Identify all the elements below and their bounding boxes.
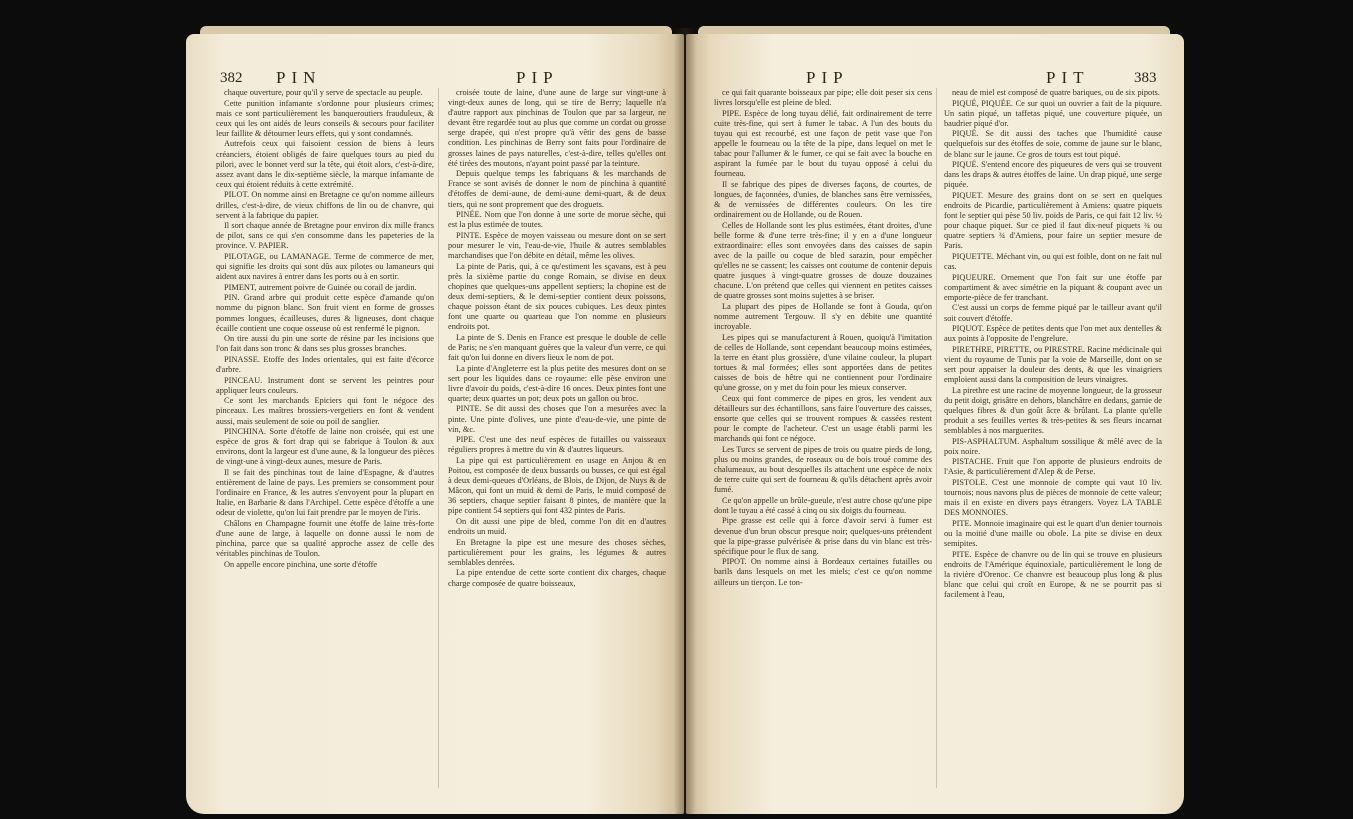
paragraph: Pipe grasse est celle qui à force d'avoir servi à fumer est devenue d'un brun obscur presque noir; quelques-uns prétendent que la pipe-grasse pulvérisée & prise dans du vin blanc est très-spécifique pour le flux de sang.	[714, 516, 932, 556]
paragraph: La pinte de S. Denis en France est presque le double de celle de Paris; ne s'en manquant guères que la valeur d'un verre, ce qui fait qu'on lui donne en divers lieux le nom de pot.	[448, 332, 666, 362]
page-number-right: 383	[1134, 70, 1157, 86]
paragraph: PIQUÉ. S'entend encore des piqueures de vers qui se trouvent dans les draps & autres étoffes de laine. Un drap piqué, une serge piquée.	[944, 160, 1162, 190]
paragraph: La pipe qui est particulièrement en usage en Anjou & en Poitou, est composée de deux bussards ou busses, ce qui est égal à deux demi-queues d'Orléans, de Blois, de Dijon, de Nuys & de Mâcon, qui font un muid & demi de Paris, le muid composé de 36 septiers, chaque septier faisant 8 pintes, de manière que la pipe contient 54 septiers qui font 432 pintes de Paris.	[448, 455, 666, 516]
paragraph: PISTACHE. Fruit que l'on apporte de plusieurs endroits de l'Asie, & particulièrement d'Alep & de Perse.	[944, 457, 1162, 477]
paragraph: PIS-ASPHALTUM. Asphaltum sossilique & mêlé avec de la poix noire.	[944, 436, 1162, 456]
book-gutter	[674, 28, 696, 814]
paragraph: PIPE. C'est une des neuf espèces de futailles ou vaisseaux réguliers propres à mettre du vin & d'autres liqueurs.	[448, 435, 666, 455]
paragraph: Ceux qui font commerce de pipes en gros, les vendent aux détailleurs sur des échantillons, sans faire l'ouverture des caisses, ensorte que celles qui se trouvent rompues & cassées restent pour le compte de l'acheteur. C'est un usage établi parmi les marchands qui font ce négoce.	[714, 393, 932, 444]
right-page	[686, 34, 1184, 814]
paragraph: Il se fabrique des pipes de diverses façons, de courtes, de longues, de façonnées, d'unies, de blanches sans être vernissées, & de vernissées de différentes couleurs. On les tire ordinairement ou de Hollande, ou de Rouen.	[714, 179, 932, 220]
paragraph: PIMENT, autrement poivre de Guinée ou corail de jardin.	[224, 282, 417, 292]
paragraph: Celles de Hollande sont les plus estimées, étant droites, d'une belle forme & d'une terre très-fine; il y en a d'une longueur extraordinaire: elles sont envoyées dans des caisses de sapin avec de la paille ou coque de bled sarazin, pour empêcher qu'elles ne se cassent; les caisses ont coutume de contenir depuis quatre jusques à vingt-quatre grosses de douze douzaines chacune. L'on prétend que celles qui viennent en petites caisses de quatre grosses sont moins sujettes à se briser.	[714, 220, 932, 301]
right-column-2	[944, 88, 1162, 808]
paragraph: PINCHINA. Sorte d'étoffe de laine non croisée, qui est une espèce de gros & fort drap qui se fabrique à Toulon & aux environs, dont la largeur est d'une aune, & la longueur des pièces de vingt-une à vingt-deux aunes, mesure de Paris.	[216, 427, 434, 467]
paragraph: Châlons en Champagne fournit une étoffe de laine très-forte d'une aune de large, à laquelle on donne aussi le nom de pinchina, parce que sa qualité approche assez de celle des véritables pinchinas de Toulon.	[216, 518, 434, 559]
left-page	[186, 34, 684, 814]
paragraph: PIQUOT. Espèce de petites dents que l'on met aux dentelles & aux points à l'opposite de l'engrelure.	[944, 324, 1162, 344]
right-column-1	[714, 88, 932, 808]
paragraph: PITE. Monnoie imaginaire qui est le quart d'un denier tournois ou la moitié d'une maille ou obole. La pite se divise en deux semipites.	[944, 518, 1162, 549]
paragraph: Ce sont les marchands Epiciers qui font le négoce des pinceaux. Les maîtres brossiers-vergetiers en font & vendent aussi, mais seulement de soie ou poil de sanglier.	[216, 396, 434, 426]
paragraph: On tire aussi du pin une sorte de résine par les incisions que l'on fait dans son tronc & dans ses plus grosses branches.	[216, 334, 434, 354]
paragraph: PINTE. Espèce de moyen vaisseau ou mesure dont on se sert pour mesurer le vin, l'eau-de-vie, l'huile & autres semblables marchandises que l'on débite en détail, même les olives.	[448, 230, 666, 260]
open-book	[186, 8, 1184, 814]
paragraph: Depuis quelque temps les fabriquans & les marchands de France se sont avisés de donner le nom de pinchina à quantité d'étoffes de demi-aune, de demi-aune demi-quart, & de deux tiers, qui ne sont proprement que des droguets.	[448, 169, 666, 209]
paragraph: La plupart des pipes de Hollande se font à Gouda, qu'on nomme autrement Tergouw. Il s'y en débite une quantité incroyable.	[714, 301, 932, 332]
running-head-left-col2: PIP	[516, 68, 559, 87]
paragraph: PINCEAU. Instrument dont se servent les peintres pour appliquer leurs couleurs.	[216, 375, 434, 395]
paragraph: PINASSE. Etoffe des Indes orientales, qui est faite d'écorce d'arbre.	[216, 354, 434, 375]
paragraph: PINTE. Se dit aussi des choses que l'on a mesurées avec la pinte. Une pinte d'olives, une pinte d'eau-de-vie, une pinte de vin, &c.	[448, 404, 666, 434]
paragraph: La pipe entendue de cette sorte contient dix charges, chaque charge composée de quatre boisseaux,	[448, 568, 666, 588]
page-number-left: 382	[220, 70, 243, 86]
paragraph: Autrefois ceux qui faisoient cession de biens à leurs créanciers, étoient obligés de faire quelques tours au pied du pilori, avec le bonnet verd sur la tête, qui étoit alors, c'est-à-dire, assez avant dans le dix-septième siècle, la marque infamante de ceux qui étoient réduits à cette extrémité.	[216, 139, 434, 189]
paragraph: La pirethre est une racine de moyenne longueur, de la grosseur du petit doigt, grisâtre en dehors, blanchâtre en dedans, garnie de quelques fibres & d'un goût âcre & brûlant. La plante qu'elle produit a ses feuilles vertes & très-petites & ses fleurs incarnat semblables à nos marguerites.	[944, 385, 1162, 436]
paragraph: Les pipes qui se manufacturent à Rouen, quoiqu'à l'imitation de celles de Hollande, sont cependant beaucoup moins estimées, la terre en étant plus grossière, d'une vilaine couleur, la plupart tortues & mal formées; elles sont apportées dans de petites caisses de bois de hêtre qui ne contiennent pour l'ordinaire qu'une grosse, on y met du foin pour les mieux conserver.	[714, 332, 932, 393]
paragraph: PIQUET. Mesure des grains dont on se sert en quelques endroits de Picardie, particulièrement à Amiens: quatre piquets font le septier qui pèse 50 liv. poids de Paris, ce qui fait 12 liv. ½ pour chaque piquet. Sur ce pied il faut dix-neuf piquets ¾ ou quatre septiers ¾ d'Amiens, pour faire un septier mesure de Paris.	[944, 190, 1162, 251]
paragraph: La pinte d'Angleterre est la plus petite des mesures dont on se sert pour les liquides dans ce royaume: elle pèse environ une livre d'avoir du poids, c'est-à-dire 16 onces. Deux pintes font une quarte; deux quartes un pot; deux pots un gallon ou broc.	[448, 363, 666, 403]
column-divider	[936, 88, 937, 788]
paragraph: chaque ouverture, pour qu'il y serve de spectacle au peuple.	[224, 88, 423, 97]
paragraph: PISTOLE. C'est une monnoie de compte qui vaut 10 liv. tournois; nous navons plus de pièces de monnoie de cette valeur; mais il en existe en divers pays étrangers. Voyez LA TABLE DES MONNOIES.	[944, 478, 1162, 518]
paragraph: PIQUÉ, PIQUÉE. Ce sur quoi un ouvrier a fait de la piquure. Un satin piqué, un taffetas piqué, une couverture piquée, un baudrier piqué d'or.	[944, 98, 1162, 128]
paragraph: Il sort chaque année de Bretagne pour environ dix mille francs de pilot, sans ce qui s'en consomme dans les papeteries de la province. V. PAPIER.	[216, 221, 434, 251]
paragraph: PIPOT. On nomme ainsi à Bordeaux certaines futailles ou barils dans lesquels on met les miels; c'est ce qu'on nomme ailleurs un tierçon. Le ton-	[714, 557, 932, 587]
left-column-1	[216, 88, 434, 808]
running-head-right-col2: PIT	[1046, 68, 1090, 87]
running-head-right-col1: PIP	[806, 68, 849, 87]
paragraph: PILOT. On nomme ainsi en Bretagne ce qu'on nomme ailleurs drilles, c'est-à-dire, de vieux chiffons de lin ou de chanvre, qui servent à la fabrique du papier.	[216, 190, 434, 220]
paragraph: PINÉE. Nom que l'on donne à une sorte de morue sèche, qui est la plus estimée de toutes.	[448, 210, 666, 230]
paragraph: PIRETHRE, PIRETTE, ou PIRESTRE. Racine médicinale qui vient du royaume de Tunis par la voie de Marseille, dont on se sert pour appaiser la douleur des dents, & que les vinaigriers emploient aussi dans la composition de leurs vinaigres.	[944, 344, 1162, 385]
column-divider	[438, 88, 439, 788]
paragraph: C'est aussi un corps de femme piqué par le tailleur avant qu'il soit couvert d'étoffe.	[944, 303, 1162, 323]
paragraph: La pinte de Paris, qui, à ce qu'estiment les sçavans, est à peu près la sixième partie du conge Romain, se divise en deux chopines que quelques-uns appellent septiers; la chopine est de deux demi-septiers, & le demi-septier contient deux poissons, chaque poisson étant de six pouces cubiques. Les deux pintes font une quarte ou quarteau que l'on nomme en plusieurs endroits pot.	[448, 261, 666, 332]
paragraph: neau de miel est composé de quatre bariques, ou de six pipots.	[952, 88, 1160, 97]
paragraph: Les Turcs se servent de pipes de trois ou quatre pieds de long, plus ou moins grandes, de roseaux ou de bois troué comme des chalumeaux, au bout desquelles ils attachent une espèce de noix de terre cuite qui sert de fourneau & qu'ils détachent après avoir fumé.	[714, 444, 932, 495]
paragraph: PIPE. Espèce de long tuyau délié, fait ordinairement de terre cuite très-fine, qui sert à fumer le tabac. A l'un des bouts du tuyau qui est recourbé, est une façon de petit vase que l'on appelle le fourneau ou la tête de la pipe, dans lequel on met le tabac pour l'allumer & le fumer, ce qui se fait avec la bouche en aspirant la fumée par le bout du tuyau opposé à celui du fourneau.	[714, 108, 932, 179]
running-head-left-col1: PIN	[276, 68, 322, 87]
paragraph: PITE. Espèce de chanvre ou de lin qui se trouve en plusieurs endroits de l'Amérique équinoxiale, particulièrement le long de la rivière d'Orenoc. Ce chanvre est beaucoup plus long & plus blanc que celui qui croît en Europe, & ne se pourrit pas si facilement à l'eau,	[944, 549, 1162, 600]
left-column-2	[448, 88, 666, 808]
paragraph: Cette punition infamante s'ordonne pour plusieurs crimes; mais ce sont particulièrement les banqueroutiers frauduleux, & ceux qui les ont aidés de leurs conseils & secours pour faciliter leur faillite & détourner leurs effets, qui y sont condamnés.	[216, 98, 434, 138]
paragraph: Ce qu'on appelle un brûle-gueule, n'est autre chose qu'une pipe dont le tuyau a été cassé à cinq ou six doigts du fourneau.	[714, 495, 932, 515]
paragraph: croisée toute de laine, d'une aune de large sur vingt-une à vingt-deux aunes de long, qui se tire de Berry; laquelle n'a d'autre rapport aux pinchinas de Toulon que par sa largeur, ne devant être regardée tout au plus que comme un cordat ou grosse serge drapée, qui n'est propre qu'à vêtir des gens de basse condition. Les pinchinas de Berry sont faits pour l'ordinaire de grosses laines de pays naturelles, c'est-à-dire, telles qu'elles ont été tirées des moutons, n'ayant point passé par la teinture.	[448, 88, 666, 168]
paragraph: PIQUETTE. Méchant vin, ou qui est foible, dont on ne fait nul cas.	[944, 252, 1162, 272]
paragraph: PIQUEURE. Ornement que l'on fait sur une étoffe par compartiment & avec simétrie en la piquant & coupant avec un emporte-pièce de fer tranchant.	[944, 272, 1162, 302]
paragraph: On appelle encore pinchina, une sorte d'étoffe	[224, 559, 378, 569]
paragraph: On dit aussi une pipe de bled, comme l'on dit en d'autres endroits un muid.	[448, 516, 666, 537]
paragraph: PIN. Grand arbre qui produit cette espèce d'amande qu'on nomme du pignon blanc. Son fruit vient en forme de grosses pommes longues, écailleuses, dures & ligneuses, dont chaque écaille contient une coque osseuse où est renfermé le pignon.	[216, 293, 434, 333]
paragraph: Il se fait des pinchinas tout de laine d'Espagne, & d'autres entièrement de laine de pays. Les premiers se consomment pour l'ordinaire en France, & les autres s'envoyent pour la plupart en Italie, en Barbarie & dans l'Archipel. Cette espèce d'étoffe a une odeur de violette, qu'on lui fait prendre par le moyen de l'iris.	[216, 467, 434, 518]
paragraph: PILOTAGE, ou LAMANAGE. Terme de commerce de mer, qui signifie les droits qui sont dûs aux pilotes ou lamaneurs qui aident aux navires à entrer dans les ports ou à en sortir.	[216, 252, 434, 282]
paragraph: En Bretagne la pipe est une mesure des choses sèches, particulièrement pour les grains, les légumes & autres semblables denrées.	[448, 537, 666, 567]
paragraph: ce qui fait quarante boisseaux par pipe; elle doit peser six cens livres lorsqu'elle est pleine de bled.	[714, 88, 932, 108]
paragraph: PIQUÉ. Se dit aussi des taches que l'humidité cause quelquefois sur des étoffes de soie, comme de jaune sur le blanc, de blanc sur le jaune. Ce gros de tours est tout piqué.	[944, 129, 1162, 159]
